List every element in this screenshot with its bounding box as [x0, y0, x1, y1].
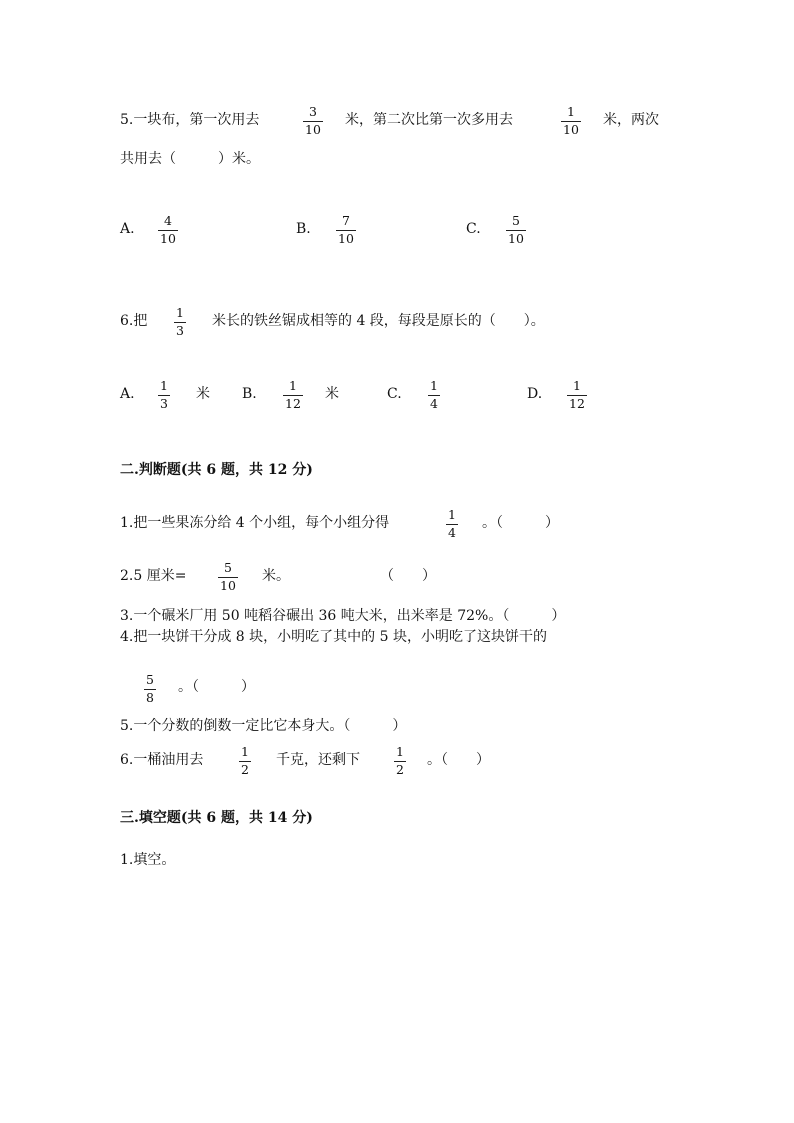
denominator: 10: [305, 121, 321, 137]
s2-q6-text-2: 千克，还剩下: [276, 752, 360, 768]
s2-q2-text-1: 2.5 厘米=: [120, 568, 187, 584]
q6-fraction: [174, 307, 186, 337]
denominator: 10: [563, 121, 579, 137]
q6-option-b-fraction: [283, 380, 303, 410]
q5-option-a-fraction: [158, 215, 178, 245]
denominator: 10: [160, 230, 176, 246]
q6-option-c-label: C.: [387, 386, 402, 402]
s2-q4-text-2: 。（ ）: [178, 679, 255, 695]
numerator: 1: [430, 378, 438, 393]
numerator: 1: [566, 104, 575, 119]
section2-title: 二.判断题(共 6 题，共 12 分): [120, 462, 313, 478]
s2-q2-text-3: （ ）: [380, 568, 436, 584]
q5-option-c-fraction: [506, 215, 526, 245]
denominator: 10: [220, 577, 236, 593]
numerator: 5: [146, 672, 154, 687]
numerator: 1: [160, 378, 168, 393]
numerator: 1: [176, 305, 184, 320]
s2-q6-fraction-2: [394, 746, 406, 776]
q6-option-b-label: B.: [242, 386, 257, 402]
s2-q4-fraction: [144, 674, 156, 704]
s2-q1-text-1: 1.把一些果冻分给 4 个小组，每个小组分得: [120, 515, 390, 531]
q5-option-b-fraction: [336, 215, 356, 245]
q5-text-2: 米，第二次比第一次多用去: [345, 112, 513, 128]
s2-q5-text: 5.一个分数的倒数一定比它本身大。（ ）: [120, 718, 407, 734]
denominator: 10: [338, 230, 354, 246]
s2-q2-text-2: 米。: [262, 568, 290, 584]
denominator: 3: [160, 395, 168, 411]
q5-option-b-label: B.: [296, 221, 311, 237]
s2-q6-fraction-1: [239, 746, 251, 776]
s2-q1-fraction: [446, 509, 458, 539]
numerator: 7: [341, 213, 350, 228]
q5-text-4: 共用去（ ）米。: [120, 151, 260, 167]
denominator: 3: [176, 322, 184, 338]
q5-text-1: 5.一块布，第一次用去: [120, 112, 260, 128]
q5-fraction-1: [303, 106, 323, 136]
numerator: 5: [511, 213, 520, 228]
denominator: 10: [508, 230, 524, 246]
numerator: 1: [396, 744, 404, 759]
denominator: 4: [448, 524, 456, 540]
denominator: 2: [396, 761, 404, 777]
numerator: 1: [448, 507, 456, 522]
q5-option-c-label: C.: [466, 221, 481, 237]
denominator: 2: [241, 761, 249, 777]
s3-q1-text: 1.填空。: [120, 852, 176, 868]
denominator: 8: [146, 689, 154, 705]
q6-text-2: 米长的铁丝锯成相等的 4 段，每段是原长的（ ）。: [212, 313, 545, 329]
q6-option-d-label: D.: [527, 386, 543, 402]
q6-option-c-fraction: [428, 380, 440, 410]
q6-text-1: 6.把: [120, 313, 148, 329]
s2-q6-text-1: 6.一桶油用去: [120, 752, 204, 768]
s2-q1-text-2: 。（ ）: [482, 515, 559, 531]
q6-option-b-unit: 米: [325, 386, 339, 402]
q6-option-d-fraction: [567, 380, 587, 410]
q6-option-a-label: A.: [120, 386, 135, 402]
numerator: 1: [288, 378, 297, 393]
s2-q4-text-1: 4.把一块饼干分成 8 块，小明吃了其中的 5 块，小明吃了这块饼干的: [120, 629, 547, 645]
numerator: 3: [308, 104, 317, 119]
s2-q6-text-3: 。（ ）: [427, 752, 490, 768]
q6-option-a-fraction: [158, 380, 170, 410]
numerator: 5: [223, 560, 232, 575]
numerator: 1: [241, 744, 249, 759]
q5-option-a-label: A.: [120, 221, 135, 237]
numerator: 1: [572, 378, 581, 393]
denominator: 12: [285, 395, 301, 411]
s2-q3-text: 3.一个碾米厂用 50 吨稻谷碾出 36 吨大米，出米率是 72%。（ ）: [120, 608, 566, 624]
denominator: 4: [430, 395, 438, 411]
q5-text-3: 米，两次: [603, 112, 659, 128]
q6-option-a-unit: 米: [196, 386, 210, 402]
numerator: 4: [163, 213, 172, 228]
s2-q2-fraction: [218, 562, 238, 592]
section3-title: 三.填空题(共 6 题，共 14 分): [120, 810, 313, 826]
q5-fraction-2: [561, 106, 581, 136]
denominator: 12: [569, 395, 585, 411]
